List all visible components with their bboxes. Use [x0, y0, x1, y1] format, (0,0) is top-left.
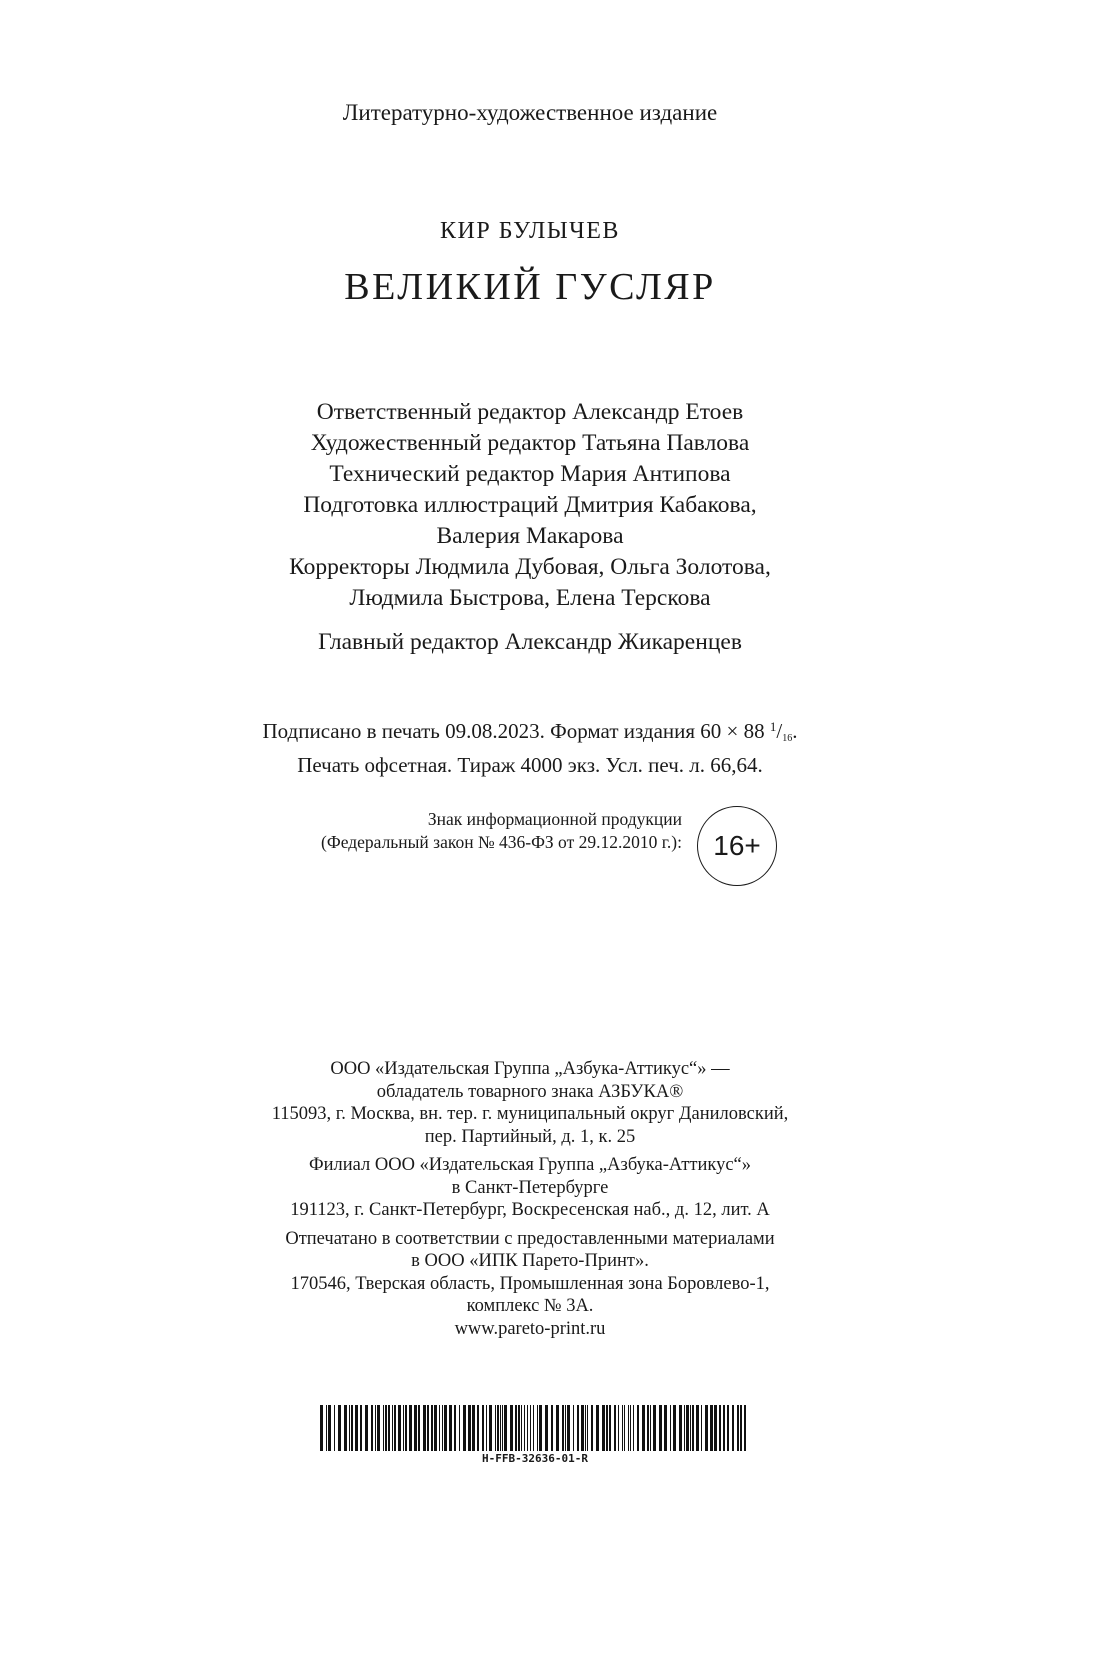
barcode-bar: [338, 1405, 341, 1451]
age-rating-label: [250, 808, 682, 854]
printer-line: Отпечатано в соответствии с предоставленными материалами: [285, 1228, 775, 1249]
format-denominator: 16: [782, 733, 793, 744]
barcode-bar: [383, 1405, 384, 1451]
barcode-bar: [398, 1405, 401, 1451]
chief-editor-line: Главный редактор Александр Жикаренцев: [318, 629, 742, 655]
barcode-bar: [740, 1405, 742, 1451]
barcode-bar: [334, 1405, 335, 1451]
barcode-bar: [504, 1405, 507, 1451]
barcode-bar: [385, 1405, 387, 1451]
barcode-bar: [344, 1405, 347, 1451]
barcode-bar: [650, 1405, 651, 1451]
barcode-bar: [637, 1405, 639, 1451]
barcode-bar: [673, 1405, 676, 1451]
barcode-bar: [596, 1405, 599, 1451]
book-title: ВЕЛИКИЙ ГУСЛЯР: [344, 266, 716, 308]
barcode-bar: [427, 1405, 429, 1451]
publisher-line: обладатель товарного знака АЗБУКА®: [376, 1081, 684, 1102]
barcode-bar: [737, 1405, 739, 1451]
barcode-bar: [423, 1405, 426, 1451]
barcode-bar: [710, 1405, 713, 1451]
credit-line: Технический редактор Мария Антипова: [329, 461, 731, 487]
barcode-bar: [418, 1405, 420, 1451]
age-rating-value: 16+: [713, 830, 761, 861]
age-label-line-1: Знак информационной продукции: [427, 809, 682, 829]
barcode-bar: [562, 1405, 564, 1451]
printer-website: www.pareto-print.ru: [454, 1318, 606, 1339]
barcode-bar: [392, 1405, 393, 1451]
barcode-bar: [537, 1405, 538, 1451]
barcode-bar: [565, 1405, 566, 1451]
barcode-bar: [581, 1405, 584, 1451]
barcode-bar: [431, 1405, 433, 1451]
barcode-bar: [744, 1405, 746, 1451]
barcode-bar: [439, 1405, 440, 1451]
barcode-bar: [527, 1405, 528, 1451]
barcode-bar: [705, 1405, 708, 1451]
barcode-bar: [524, 1405, 525, 1451]
barcode-bar: [371, 1405, 373, 1451]
barcode-bar: [489, 1405, 492, 1451]
barcode-bar: [495, 1405, 496, 1451]
barcode-bar: [521, 1405, 522, 1451]
barcode-bar: [518, 1405, 520, 1451]
barcode-bar: [394, 1405, 396, 1451]
barcode-bar: [351, 1405, 353, 1451]
credit-line: Художественный редактор Татьяна Павлова: [310, 430, 750, 456]
barcode-bar: [618, 1405, 619, 1451]
barcode-bar: [388, 1405, 390, 1451]
barcode-bar: [556, 1405, 559, 1451]
credit-line: Валерия Макарова: [436, 523, 624, 549]
barcode-bar: [642, 1405, 645, 1451]
barcode: [320, 1405, 750, 1477]
barcode-bar: [714, 1405, 717, 1451]
book-author: КИР БУЛЫЧЕВ: [440, 218, 620, 244]
barcode-bar: [577, 1405, 579, 1451]
credit-line: Людмила Быстрова, Елена Терскова: [349, 585, 711, 611]
barcode-bar: [405, 1405, 407, 1451]
barcode-bar: [477, 1405, 479, 1451]
barcode-bar: [545, 1405, 548, 1451]
barcode-bar: [670, 1405, 671, 1451]
barcode-bar: [365, 1405, 368, 1451]
barcode-bar: [701, 1405, 702, 1451]
barcode-bar: [326, 1405, 327, 1451]
barcode-bar: [602, 1405, 605, 1451]
barcode-bar: [403, 1405, 404, 1451]
barcode-bar: [692, 1405, 694, 1451]
barcode-bar: [375, 1405, 376, 1451]
barcode-bar: [355, 1405, 358, 1451]
branch-line: Филиал ООО «Издательская Группа „Азбука-Аттикус“»: [308, 1155, 752, 1175]
barcode-bar: [732, 1405, 734, 1451]
barcode-bar: [585, 1405, 586, 1451]
barcode-bar: [533, 1405, 534, 1451]
barcode-bar: [414, 1405, 417, 1451]
printer-line: комплекс № 3А.: [466, 1296, 594, 1316]
credit-line: Корректоры Людмила Дубовая, Ольга Золотова,: [289, 554, 771, 580]
barcode-bar: [349, 1405, 350, 1451]
barcode-bar: [463, 1405, 466, 1451]
publisher-line: ООО «Издательская Группа „Азбука-Аттикус“» —: [330, 1059, 730, 1079]
printer-line: 170546, Тверская область, Промышленная зона Боровлево-1,: [290, 1273, 770, 1294]
barcode-bar: [320, 1405, 323, 1451]
barcode-bar: [628, 1405, 629, 1451]
imprint-line-1: Подписано в печать 09.08.2023. Формат издания 60 × 88 $^1$/16.: [262, 719, 798, 744]
publisher-info: [0, 1058, 1060, 1340]
barcode-bar: [679, 1405, 682, 1451]
barcode-bar: [444, 1405, 447, 1451]
barcode-code: H-FFB-32636-01-R: [482, 1452, 588, 1465]
barcode-bar: [328, 1405, 331, 1451]
barcode-bar: [624, 1405, 625, 1451]
barcode-bar: [539, 1405, 542, 1451]
branch-line: в Санкт-Петербурге: [451, 1177, 609, 1198]
barcode-bar: [567, 1405, 570, 1451]
barcode-bar: [727, 1405, 729, 1451]
edition-genre: Литературно-художественное издание: [342, 100, 718, 125]
barcode-bar: [686, 1405, 689, 1451]
barcode-bar: [500, 1405, 501, 1451]
barcode-bar: [530, 1405, 531, 1451]
barcode-bar: [409, 1405, 412, 1451]
barcode-bar: [609, 1405, 611, 1451]
barcode-bar: [502, 1405, 503, 1451]
imprint-line-2: Печать офсетная. Тираж 4000 экз. Усл. печ. л. 66,64.: [297, 753, 763, 777]
age-rating-badge: [697, 806, 777, 886]
barcode-bar: [454, 1405, 456, 1451]
publisher-line: пер. Партийный, д. 1, к. 25: [424, 1126, 636, 1147]
barcode-bar: [614, 1405, 616, 1451]
barcode-bar: [442, 1405, 443, 1451]
barcode-bar: [510, 1405, 513, 1451]
barcode-bar: [684, 1405, 685, 1451]
barcode-bar: [591, 1405, 593, 1451]
printer-line: в ООО «ИПК Парето-Принт».: [411, 1251, 649, 1271]
credit-line: Ответственный редактор Александр Етоев: [316, 399, 744, 425]
barcode-bar: [653, 1405, 656, 1451]
barcode-bar: [659, 1405, 662, 1451]
barcode-bar: [459, 1405, 460, 1451]
publisher-line: 115093, г. Москва, вн. тер. г. муниципальный округ Даниловский,: [271, 1104, 789, 1124]
barcode-bar: [719, 1405, 721, 1451]
barcode-bar: [587, 1405, 588, 1451]
barcode-bar: [551, 1405, 553, 1451]
barcode-bar: [622, 1405, 623, 1451]
barcode-bar: [630, 1405, 631, 1451]
barcode-bar: [690, 1405, 691, 1451]
barcode-bar: [606, 1405, 608, 1451]
branch-line: 191123, г. Санкт-Петербург, Воскресенская наб., д. 12, лит. А: [290, 1200, 770, 1220]
barcode-bar: [377, 1405, 380, 1451]
barcode-bar: [472, 1405, 475, 1451]
format-numerator: 1: [769, 719, 777, 734]
barcode-bar: [647, 1405, 649, 1451]
barcode-bar: [486, 1405, 487, 1451]
barcode-bar: [482, 1405, 484, 1451]
credit-line: Подготовка иллюстраций Дмитрия Кабакова,: [303, 492, 757, 518]
imprint-format-text: Подписано в печать 09.08.2023. Формат издания 60 × 88: [262, 719, 765, 743]
barcode-bar: [468, 1405, 471, 1451]
barcode-icon: [320, 1405, 750, 1451]
barcode-bar: [633, 1405, 634, 1451]
barcode-bar: [449, 1405, 452, 1451]
barcode-bar: [573, 1405, 574, 1451]
barcode-bar: [664, 1405, 667, 1451]
barcode-bar: [497, 1405, 499, 1451]
barcode-bar: [434, 1405, 437, 1451]
credits-block: [0, 397, 1060, 658]
barcode-bar: [696, 1405, 699, 1451]
age-label-line-2: (Федеральный закон № 436-ФЗ от 29.12.2010 г.):: [321, 832, 682, 852]
barcode-bar: [360, 1405, 362, 1451]
print-imprint: [0, 714, 1060, 778]
barcode-bar: [723, 1405, 725, 1451]
barcode-bar: [515, 1405, 517, 1451]
